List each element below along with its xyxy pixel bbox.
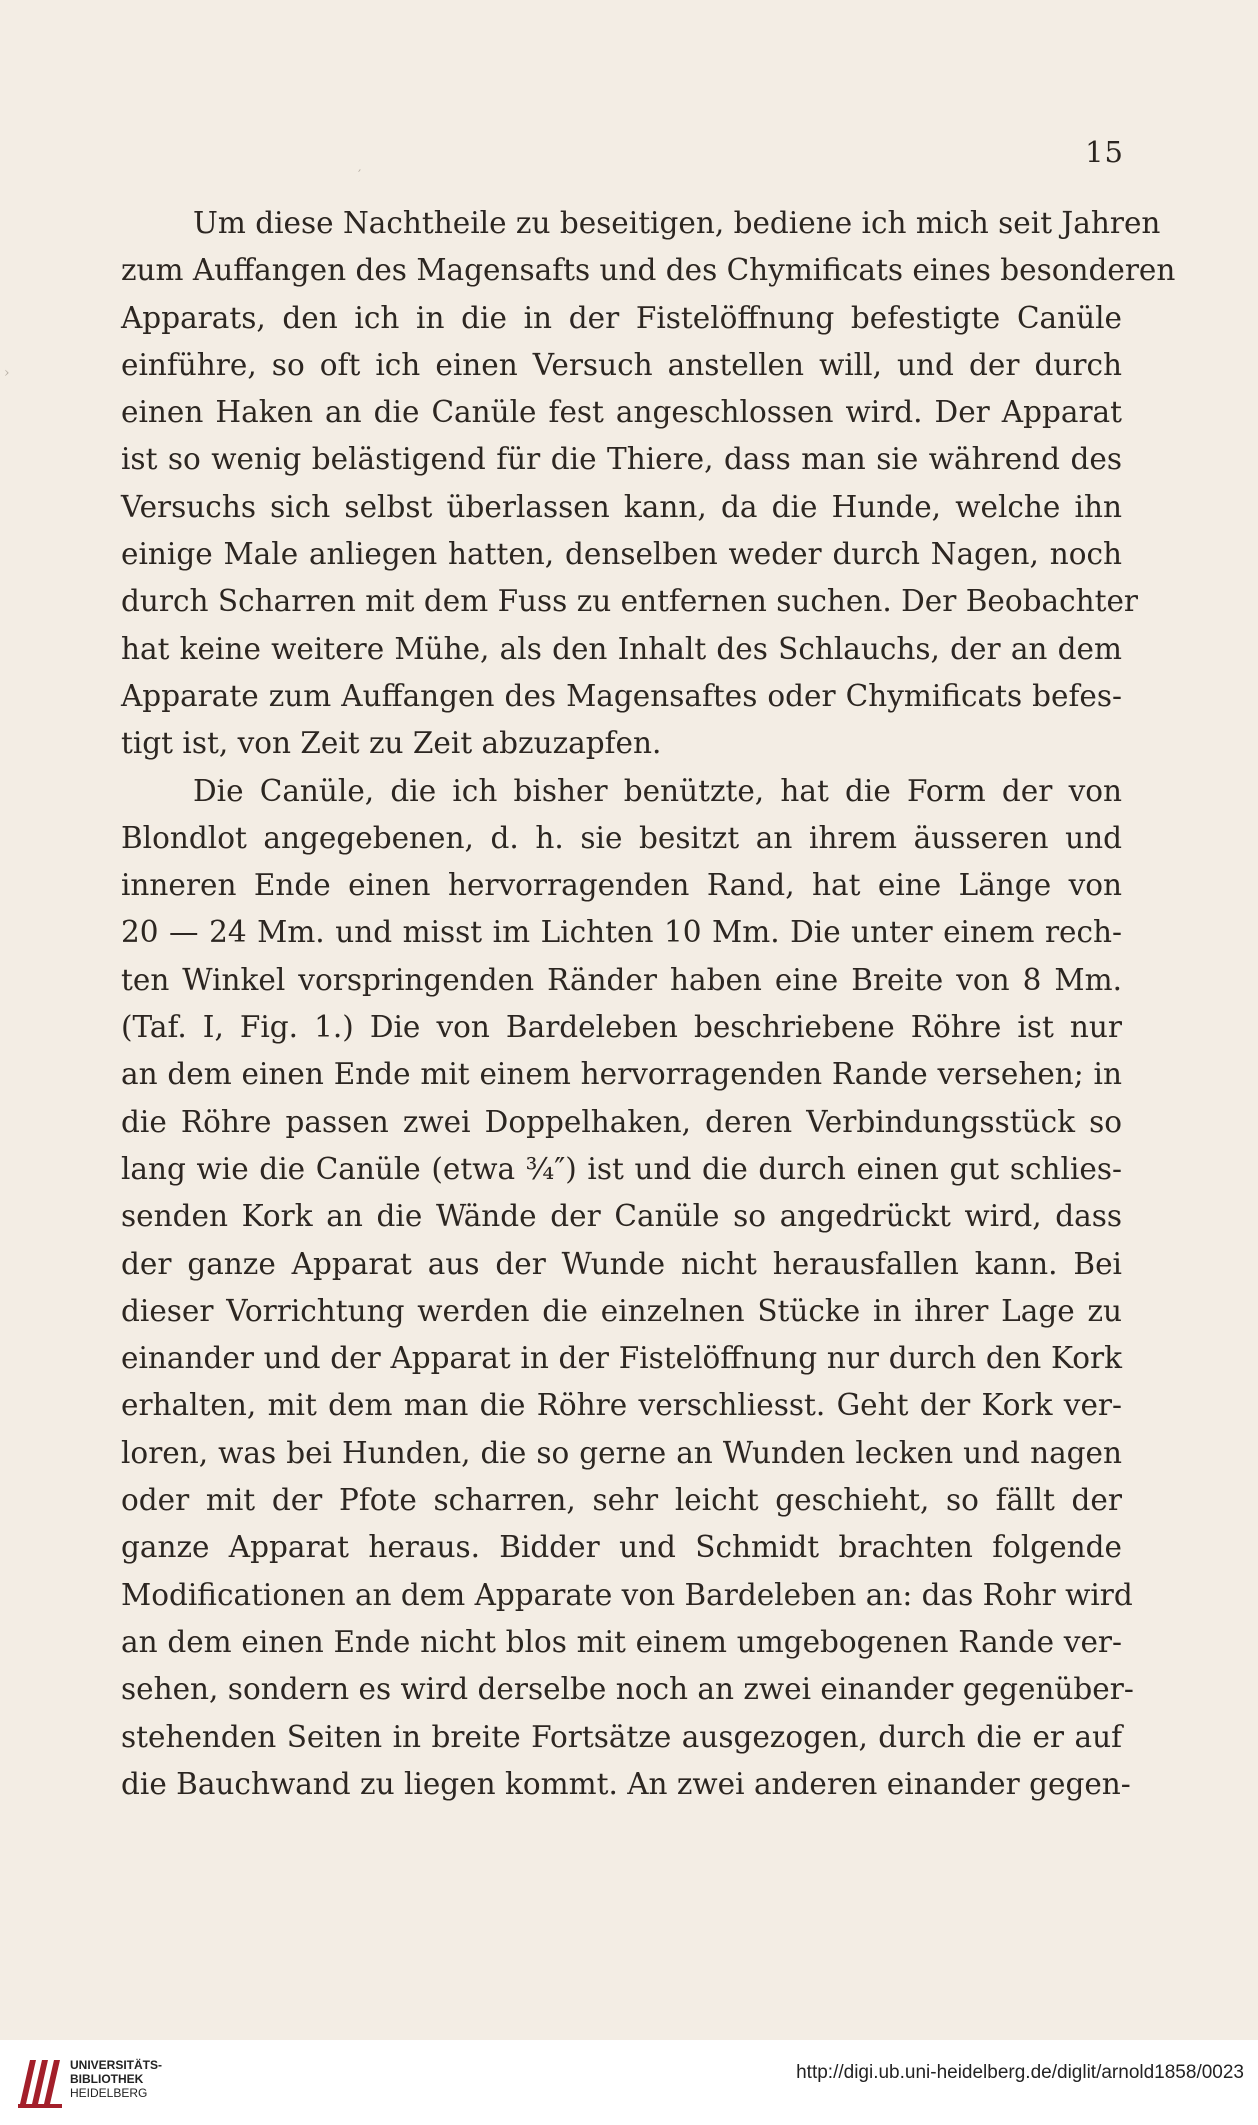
text-line: ganze Apparat heraus. Bidder und Schmidt brachten folgende bbox=[121, 1530, 1122, 1565]
scan-speck: ′ bbox=[358, 168, 362, 184]
footer-bar bbox=[0, 2040, 1258, 2125]
library-name bbox=[70, 2058, 162, 2100]
text-line: inneren Ende einen hervorragenden Rand, hat eine Länge von bbox=[121, 868, 1122, 903]
text-line: senden Kork an die Wände der Canüle so angedrückt wird, dass bbox=[121, 1199, 1122, 1234]
text-line: Um diese Nachtheile zu beseitigen, bediene ich mich seit Jahren bbox=[193, 206, 1161, 240]
text-line: Versuchs sich selbst überlassen kann, da die Hunde, welche ihn bbox=[121, 489, 1122, 524]
text-line: (Taf. I, Fig. 1.) Die von Bardeleben beschriebene Röhre ist nur bbox=[121, 1010, 1122, 1045]
text-line: erhalten, mit dem man die Röhre verschliesst. Geht der Kork ver- bbox=[121, 1388, 1122, 1423]
text-line: durch Scharren mit dem Fuss zu entfernen suchen. Der Beobachter bbox=[121, 584, 1139, 619]
text-line: der ganze Apparat aus der Wunde nicht herausfallen kann. Bei bbox=[121, 1246, 1122, 1281]
scan-speck: › bbox=[4, 365, 10, 381]
text-line: die Bauchwand zu liegen kommt. An zwei anderen einander gegen- bbox=[121, 1766, 1131, 1801]
text-line: die Röhre passen zwei Doppelhaken, deren Verbindungsstück so bbox=[121, 1104, 1122, 1139]
text-line: Blondlot angegebenen, d. h. sie besitzt an ihrem äusseren und bbox=[121, 820, 1122, 855]
text-line: an dem einen Ende mit einem hervorragenden Rande versehen; in bbox=[121, 1057, 1122, 1092]
text-line: dieser Vorrichtung werden die einzelnen Stücke in ihrer Lage zu bbox=[121, 1293, 1122, 1328]
library-name-line: HEIDELBERG bbox=[70, 2086, 148, 2100]
text-line: einen Haken an die Canüle fest angeschlossen wird. Der Apparat bbox=[121, 395, 1122, 430]
text-line: hat keine weitere Mühe, als den Inhalt des Schlauchs, der an dem bbox=[121, 631, 1122, 666]
text-line: Die Canüle, die ich bisher benützte, hat die Form der von bbox=[193, 773, 1122, 808]
text-line: einander und der Apparat in der Fistelöffnung nur durch den Kork bbox=[121, 1341, 1122, 1376]
text-line: ist so wenig belästigend für die Thiere, dass man sie während des bbox=[121, 442, 1122, 477]
page-number: 15 bbox=[1085, 135, 1124, 169]
library-name-line: BIBLIOTHEK bbox=[70, 2072, 144, 2086]
text-line: tigt ist, von Zeit zu Zeit abzuzapfen. bbox=[121, 726, 662, 761]
text-line: sehen, sondern es wird derselbe noch an zwei einander gegenüber- bbox=[121, 1672, 1134, 1707]
text-line: an dem einen Ende nicht blos mit einem umgebogenen Rande ver- bbox=[121, 1624, 1122, 1659]
text-line: Modificationen an dem Apparate von Bardeleben an: das Rohr wird bbox=[121, 1577, 1133, 1612]
source-url-link[interactable]: http://digi.ub.uni-heidelberg.de/diglit/arnold1858/0023 bbox=[796, 2062, 1244, 2083]
text-line: einführe, so oft ich einen Versuch anstellen will, und der durch bbox=[121, 347, 1122, 382]
text-line: zum Auffangen des Magensafts und des Chymificats eines besonderen bbox=[121, 253, 1176, 288]
text-line: oder mit der Pfote scharren, sehr leicht geschieht, so fällt der bbox=[121, 1483, 1122, 1518]
text-line: lang wie die Canüle (etwa ¾″) ist und die durch einen gut schlies- bbox=[121, 1151, 1122, 1186]
text-line: stehenden Seiten in breite Fortsätze ausgezogen, durch die er auf bbox=[121, 1719, 1122, 1754]
body-text bbox=[121, 200, 1176, 1808]
text-line: loren, was bei Hunden, die so gerne an Wunden lecken und nagen bbox=[121, 1435, 1122, 1470]
text-line: Apparats, den ich in die in der Fistelöffnung befestigte Canüle bbox=[121, 300, 1122, 335]
library-name-line: UNIVERSITÄTS- bbox=[70, 2058, 163, 2072]
text-line: Apparate zum Auffangen des Magensaftes oder Chymificats befes- bbox=[121, 678, 1122, 713]
text-line: einige Male anliegen hatten, denselben weder durch Nagen, noch bbox=[121, 537, 1122, 572]
text-line: 20 — 24 Mm. und misst im Lichten 10 Mm. Die unter einem rech- bbox=[121, 915, 1122, 950]
text-line: ten Winkel vorspringenden Ränder haben eine Breite von 8 Mm. bbox=[121, 962, 1122, 997]
university-library-logo-icon bbox=[14, 2054, 64, 2110]
